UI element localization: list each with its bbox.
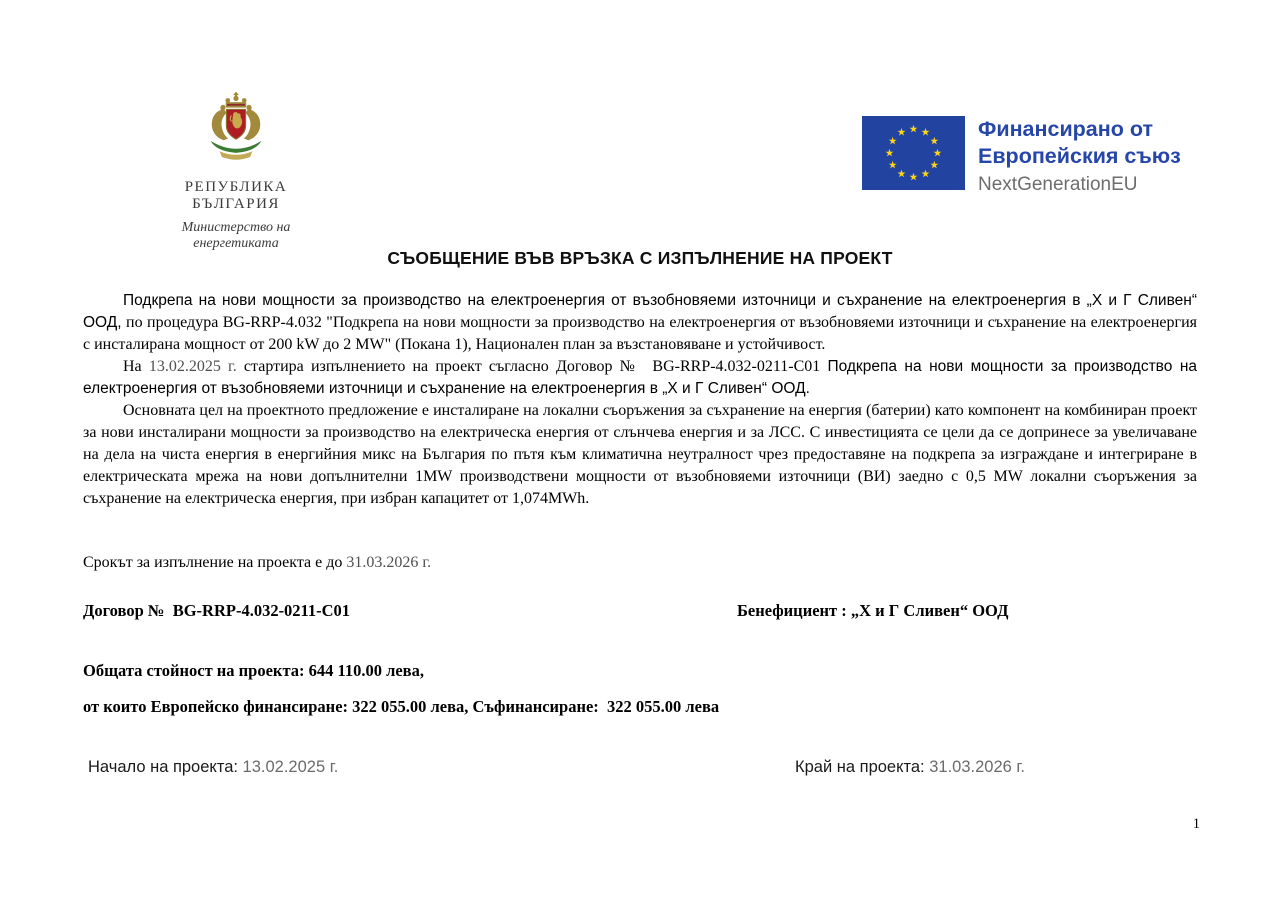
document-body: [83, 246, 1197, 778]
beneficiary-name: Бенефициент : „Х и Г Сливен“ ООД: [737, 601, 1009, 620]
contract-reference-text: стартира изпълнението на проект съгласно Договор № BG-RRP-4.032-0211-C01: [236, 358, 828, 375]
project-start-date: 13.02.2025 г.: [242, 758, 339, 776]
paragraph-contract-start: [83, 356, 1197, 400]
bulgaria-coat-of-arms-icon: [188, 90, 284, 174]
project-dates-row: [83, 756, 1197, 778]
ministry-header: [140, 90, 332, 252]
budget-total-line: Общата стойност на проекта: 644 110.00 лева,: [83, 661, 424, 680]
eu-funded-by-line2: Европейския съюз: [978, 144, 1181, 168]
budget-breakdown-line: от които Европейско финансиране: 322 055.00 лева, Съфинансиране: 322 055.00 лева: [83, 697, 720, 716]
start-date-inline: 13.02.2025 г.: [148, 358, 237, 375]
procedure-text: по процедура BG-RRP-4.032 "Подкрепа на нови мощности за производство на електроенергия от възобновяеми източници и съхранение на електроенергия с инсталирана мощност от 200 kW до 2 MW" (Покана 1), Национален план за възстановяване и устойчивост.: [83, 314, 1197, 353]
next-generation-eu-label: NextGenerationEU: [978, 174, 1138, 195]
paragraph-project-name: [83, 290, 1197, 356]
eu-funding-text: [978, 116, 1181, 197]
deadline-date: 31.03.2026 г.: [346, 554, 432, 571]
start-intro-text: На: [123, 358, 149, 375]
eu-flag-icon: [862, 116, 965, 190]
deadline-line: [83, 552, 1197, 574]
document-title: СЪОБЩЕНИЕ ВЪВ ВРЪЗКА С ИЗПЪЛНЕНИЕ НА ПРОЕКТ: [387, 248, 893, 268]
contract-beneficiary-row: [83, 600, 1197, 622]
deadline-label: Срокът за изпълнение на проекта е до: [83, 554, 347, 571]
ministry-name: Министерство на енергетиката: [181, 220, 291, 251]
contract-number: Договор № BG-RRP-4.032-0211-C01: [83, 601, 351, 620]
project-start-label: Начало на проекта:: [88, 758, 243, 776]
eu-funding-header: [862, 116, 1181, 197]
paragraph-project-goal: Основната цел на проектното предложение е инсталиране на локални съоръжения за съхранение на енергия (батерии) като компонент на комбиниран проект за нови инсталирани мощности за производство на електрическа енергия от слънчева енергия и за ЛСС. С инвестицията се цели да се допринесе за увеличаване на дела на чиста енергия в енергийния микс на България по пътя към климатична неутралност чрез предоставяне на подкрепа за изграждане и интегриране в електрическата мрежа на нови допълнителни 1MW производствени мощности от възобновяеми източници (ВИ) заедно с 0,5 MW локални съоръжения за съхранение на електрическа енергия, при избран капацитет от 1,074MWh.: [83, 402, 1197, 507]
project-end-date: 31.03.2026 г.: [929, 758, 1025, 776]
project-name-repeat-text: Подкрепа на нови мощности за производство на електроенергия от възобновяеми източници и съхранение на електроенергия в „Х и Г Сливен“ ООД.: [83, 358, 1198, 397]
project-start: [83, 756, 795, 778]
page-number: 1: [1192, 816, 1200, 832]
project-end-label: Край на проекта:: [795, 758, 930, 776]
project-end: [795, 756, 1025, 778]
project-name-text: Подкрепа на нови мощности за производство на електроенергия от възобновяеми източници и съхранение на електроенергия в „Х и Г Сливен“ ООД,: [83, 292, 1197, 331]
republic-name: РЕПУБЛИКА БЪЛГАРИЯ: [184, 179, 288, 212]
eu-funded-by-line1: Финансирано от: [978, 117, 1153, 141]
